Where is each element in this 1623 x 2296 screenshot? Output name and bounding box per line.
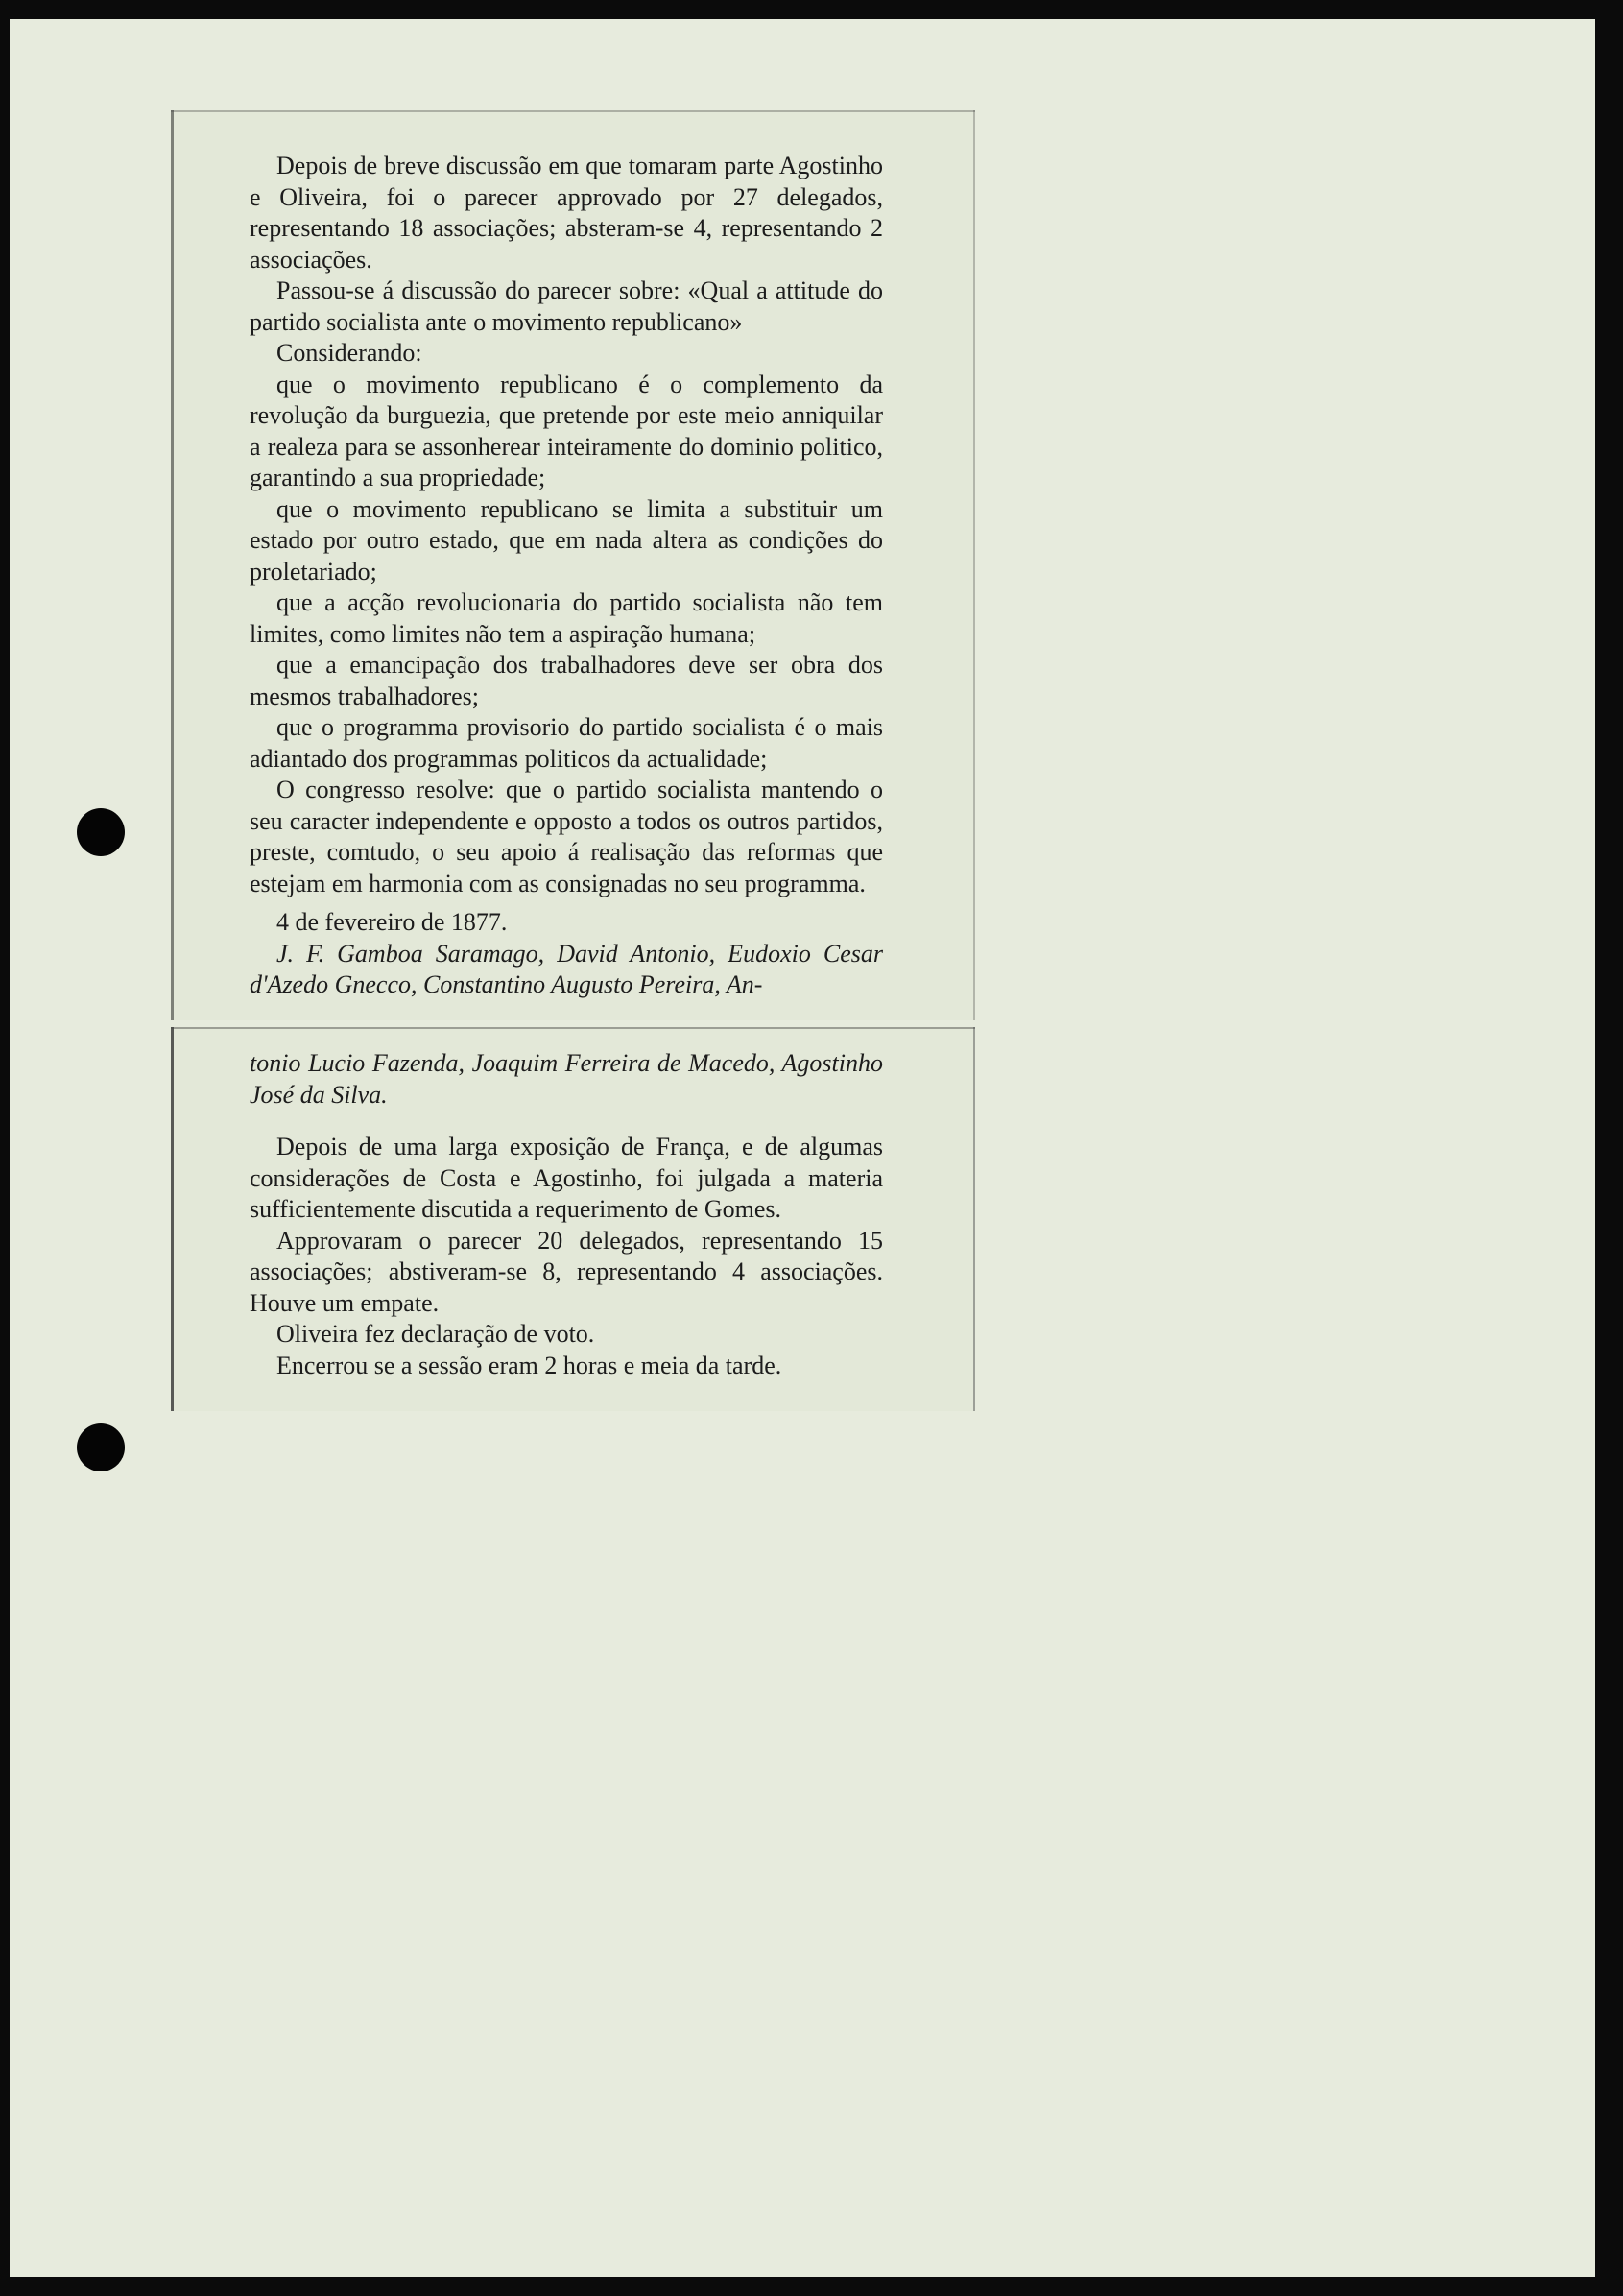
article-column	[250, 1048, 883, 1381]
paragraph-session-closed: Encerrou se a sessão eram 2 horas e meia da tarde.	[276, 1351, 782, 1379]
paragraph-approval: Depois de breve discussão em que tomaram parte Agostinho e Oliveira, foi o parecer approvado por 27 delegados, representando 18 associações; absteram-se 4, representando 2 associações.	[250, 152, 883, 274]
paragraph-discussion-topic: Passou-se á discussão do parecer sobre: «Qual a attitude do partido socialista ante o movimento republicano»	[250, 276, 883, 336]
considerando-item-5: que o programma provisorio do partido socialista é o mais adiantado dos programmas politicos da actualidade;	[250, 713, 883, 773]
clipping-edge-right	[973, 1027, 975, 1411]
considerando-item-3: que a acção revolucionaria do partido socialista não tem limites, como limites não tem a aspiração humana;	[250, 588, 883, 648]
punch-hole-upper	[77, 808, 125, 856]
considerando-heading: Considerando:	[276, 339, 422, 367]
clipping-edge-right	[973, 110, 975, 1020]
considerando-item-2: que o movimento republicano se limita a substituir um estado por outro estado, que em nada altera as condições do proletariado;	[250, 494, 883, 586]
document-date: 4 de fevereiro de 1877.	[276, 908, 508, 936]
clipping-edge-top	[171, 1027, 975, 1029]
punch-hole-lower	[77, 1423, 125, 1471]
clipping-edge-top	[171, 110, 975, 112]
signatures-part-1: J. F. Gamboa Saramago, David Antonio, Eudoxio Cesar d'Azedo Gnecco, Constantino Augusto Pereira, An-	[250, 939, 883, 998]
paragraph-vote-result: Approvaram o parecer 20 delegados, representando 15 associações; abstiveram-se 8, representando 4 associações. Houve um empate.	[250, 1226, 883, 1317]
considerando-item-1: que o movimento republicano é o complemento da revolução da burguezia, que pretende por este meio anniquilar a realeza para se assonherear inteiramente do dominio politico, garantindo a sua propriedade;	[250, 370, 883, 491]
clipping-edge-left	[171, 1027, 174, 1411]
archival-sheet	[10, 19, 1595, 2277]
considerando-item-4: que a emancipação dos trabalhadores deve ser obra dos mesmos trabalhadores;	[250, 651, 883, 710]
paragraph-france-exposition: Depois de uma larga exposição de França, e de algumas considerações de Costa e Agostinho, foi julgada a materia sufficientemente discutida a requerimento de Gomes.	[250, 1133, 883, 1223]
newspaper-clipping-bottom	[171, 1027, 975, 1411]
newspaper-clipping-top	[171, 110, 975, 1020]
signatures-part-2: tonio Lucio Fazenda, Joaquim Ferreira de Macedo, Agostinho José da Silva.	[250, 1049, 883, 1109]
clipping-edge-left	[171, 110, 174, 1020]
article-column	[250, 151, 883, 1001]
resolution-paragraph: O congresso resolve: que o partido socialista mantendo o seu caracter independente e opposto a todos os outros partidos, preste, comtudo, o seu apoio á realisação das reformas que estejam em harmonia com as consignadas no seu programma.	[250, 776, 883, 897]
paragraph-vote-declaration: Oliveira fez declaração de voto.	[276, 1320, 595, 1348]
